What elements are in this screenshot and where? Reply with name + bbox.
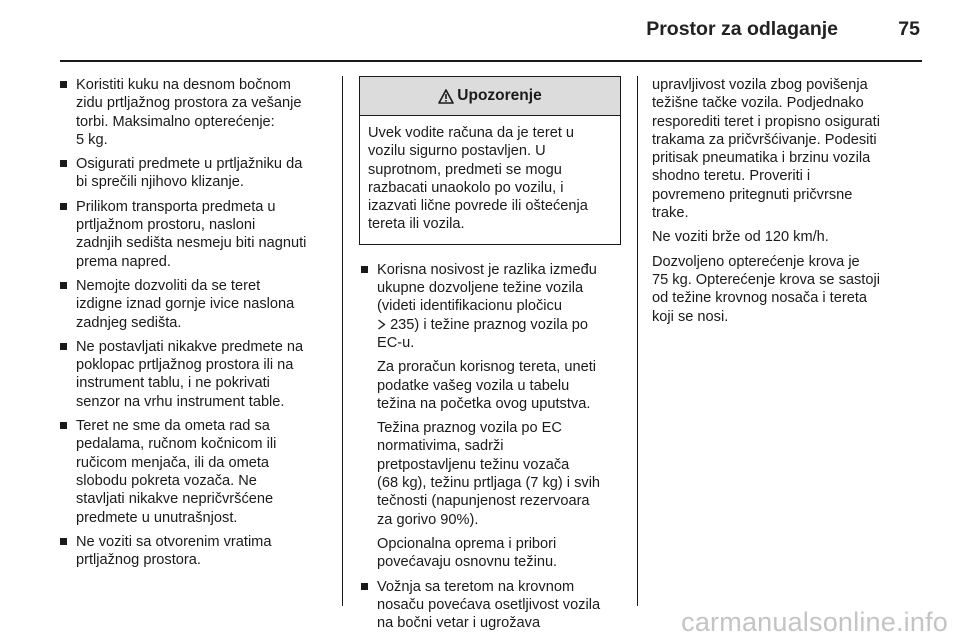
- bullet-square-icon: [361, 583, 368, 590]
- list-item: Prilikom transporta predmeta u prtljažnom prostoru, nasloni zadnjih sedišta nesmeju biti nagnuti prema napred.: [58, 198, 328, 271]
- column-2: [359, 76, 621, 638]
- watermark: carmanualsonline.info: [681, 607, 948, 637]
- sub-paragraph: Za proračun korisnog tereta, uneti podatke vašeg vozila u tabelu težina na početka ovog uputstva.: [377, 359, 597, 412]
- column-divider-2: [637, 76, 638, 606]
- sub-paragraph: Opcionalna oprema i pribori povećavaju osnovnu težinu.: [377, 535, 558, 571]
- page-reference-arrow-icon: [377, 319, 386, 330]
- list-item: Osigurati predmete u prtljažniku da bi sprečili njihovo klizanje.: [58, 155, 328, 192]
- paragraph: Dozvoljeno opterećenje krova je 75 kg. Opterećenje krova se sastoji od težine krovnog nosača i tereta koji se nosi.: [652, 253, 880, 325]
- list-item: Korisna nosivost je razlika između ukupne dozvoljene težine vozila (videti identifikacionu pločicu 235) i težine praznog vozila po EC-u.: [359, 261, 621, 352]
- header-rule: [60, 60, 922, 62]
- bullet-square-icon: [60, 422, 67, 429]
- warning-title: Upozorenje: [457, 86, 542, 104]
- page-title: Prostor za odlaganje: [646, 18, 838, 40]
- column-3: [652, 76, 927, 332]
- bullet-square-icon: [361, 266, 368, 273]
- page-number: 75: [898, 18, 920, 40]
- paragraph: Ne voziti brže od 120 km/h.: [652, 229, 829, 246]
- warning-box: [359, 76, 621, 245]
- list-item: Teret ne sme da ometa rad sa pedalama, ručnom kočnicom ili ručicom menjača, ili da ometa slobodu pokreta vozača. Ne stavljati nikakve nepričvršćene predmete u unutrašnjost.: [58, 417, 328, 527]
- bullet-square-icon: [60, 343, 67, 350]
- bullet-square-icon: [60, 203, 67, 210]
- list-item: Koristiti kuku na desnom bočnom zidu prtljažnog prostora za vešanje torbi. Maksimalno opterećenje: 5 kg.: [58, 76, 328, 149]
- page-header: [60, 0, 922, 62]
- column-divider-1: [342, 76, 343, 606]
- bullet-square-icon: [60, 282, 67, 289]
- column-1: [58, 76, 328, 575]
- list-item: Ne voziti sa otvorenim vratima prtljažnog prostora.: [58, 533, 328, 570]
- bullet-square-icon: [60, 538, 67, 545]
- sub-paragraph: Težina praznog vozila po EC normativima, sadrži pretpostavljenu težinu vozača (68 kg), težinu prtljaga (7 kg) i svih tečnosti (napunjenost rezervoara za gorivo 90%).: [377, 420, 601, 528]
- list-item: Nemojte dozvoliti da se teret izdigne iznad gornje ivice naslona zadnjeg sedišta.: [58, 277, 328, 332]
- bullet-square-icon: [60, 160, 67, 167]
- paragraph: upravljivost vozila zbog povišenja težišne tačke vozila. Podjednako resporediti teret i propisno osigurati trakama za pričvršćivanje. Podesiti pritisak pneumatika i brzinu vozila shodno teretu. Proveriti i povremeno pritegnuti pričvrsne trake.: [652, 77, 880, 222]
- page-reference[interactable]: 235) i težine praznog vozila po: [390, 316, 589, 333]
- warning-triangle-icon: [438, 89, 454, 104]
- warning-body: Uvek vodite računa da je teret u vozilu sigurno postavljen. U suprotnom, predmeti se mogu razbacati unaokolo po vozilu, i izazvati lične povrede ili oštećenja tereta ili vozila.: [368, 125, 588, 233]
- list-item: Ne postavljati nikakve predmete na poklopac prtljažnog prostora ili na instrument tablu, i ne pokrivati senzor na vrhu instrument table.: [58, 338, 328, 411]
- warning-header: [360, 77, 620, 116]
- list-item: Vožnja sa teretom na krovnom nosaču povećava osetljivost vozila na bočni vetar i ugrožava: [359, 578, 621, 633]
- bullet-square-icon: [60, 81, 67, 88]
